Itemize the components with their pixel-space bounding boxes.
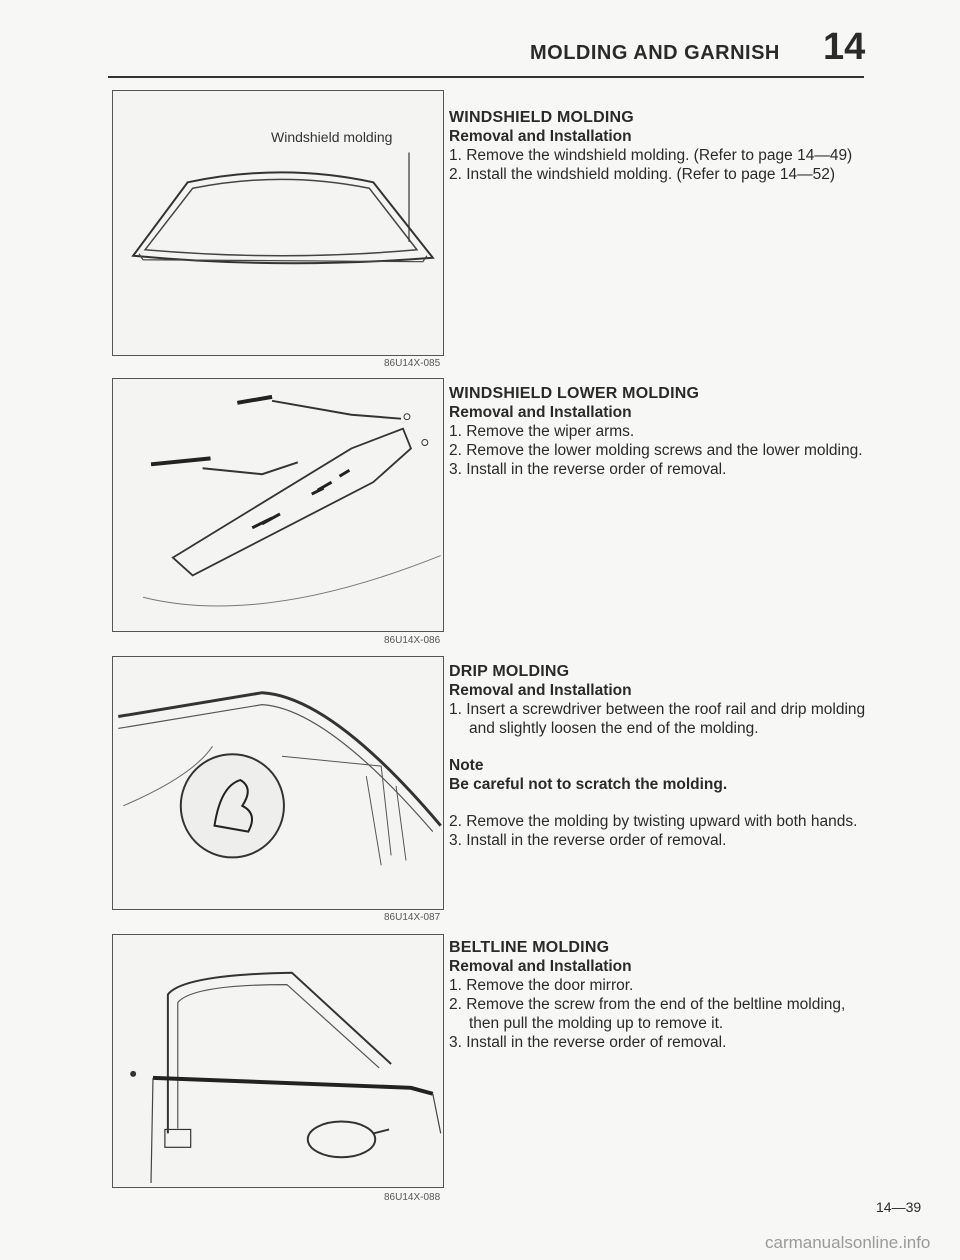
- header-rule: [108, 76, 864, 78]
- step: 1. Insert a screwdriver between the roof rail and drip molding and slightly loosen the end of the molding.: [449, 701, 866, 737]
- figure-drip-molding: [112, 656, 444, 910]
- section-title: WINDSHIELD LOWER MOLDING: [449, 385, 700, 402]
- section-windshield-molding: [449, 108, 869, 184]
- section-title: WINDSHIELD MOLDING: [449, 109, 634, 126]
- step: 2. Remove the lower molding screws and the lower molding.: [449, 442, 863, 459]
- watermark-text: carmanualsonline.info: [765, 1233, 931, 1252]
- step: 2. Remove the molding by twisting upward with both hands.: [449, 813, 858, 830]
- figure-windshield-molding: [112, 90, 444, 356]
- step: 3. Install in the reverse order of removal.: [449, 1034, 727, 1051]
- step: 1. Remove the windshield molding. (Refer to page 14—49): [449, 147, 853, 164]
- figure-windshield-lower-molding: [112, 378, 444, 632]
- step: 2. Install the windshield molding. (Refer to page 14—52): [449, 166, 835, 183]
- section-subtitle: Removal and Installation: [449, 404, 632, 421]
- section-drip-molding: [449, 662, 869, 850]
- step: 3. Install in the reverse order of removal.: [449, 461, 727, 478]
- note-label: Note: [449, 757, 484, 774]
- section-title: DRIP MOLDING: [449, 663, 570, 680]
- note-text: Be careful not to scratch the molding.: [449, 776, 728, 793]
- page-header-title: MOLDING AND GARNISH: [530, 42, 780, 64]
- page-number: 14—39: [876, 1199, 922, 1215]
- chapter-number: 14: [823, 26, 866, 68]
- beltline-molding-illustration: [113, 935, 443, 1187]
- section-subtitle: Removal and Installation: [449, 128, 632, 145]
- figure-callout-windshield-molding: Windshield molding: [271, 129, 393, 145]
- section-subtitle: Removal and Installation: [449, 958, 632, 975]
- figure-code: 86U14X-087: [384, 912, 441, 923]
- step: 2. Remove the screw from the end of the beltline molding, then pull the molding up to remove it.: [449, 996, 846, 1032]
- step: 1. Remove the door mirror.: [449, 977, 634, 994]
- figure-code: 86U14X-088: [384, 1192, 441, 1203]
- drip-molding-illustration: [113, 657, 443, 909]
- figure-code: 86U14X-085: [384, 358, 441, 369]
- section-subtitle: Removal and Installation: [449, 682, 632, 699]
- section-windshield-lower-molding: [449, 384, 869, 479]
- figure-beltline-molding: [112, 934, 444, 1188]
- section-title: BELTLINE MOLDING: [449, 939, 610, 956]
- step: 3. Install in the reverse order of removal.: [449, 832, 727, 849]
- section-beltline-molding: [449, 938, 869, 1052]
- step: 1. Remove the wiper arms.: [449, 423, 635, 440]
- lower-molding-illustration: [113, 379, 443, 631]
- figure-code: 86U14X-086: [384, 635, 441, 646]
